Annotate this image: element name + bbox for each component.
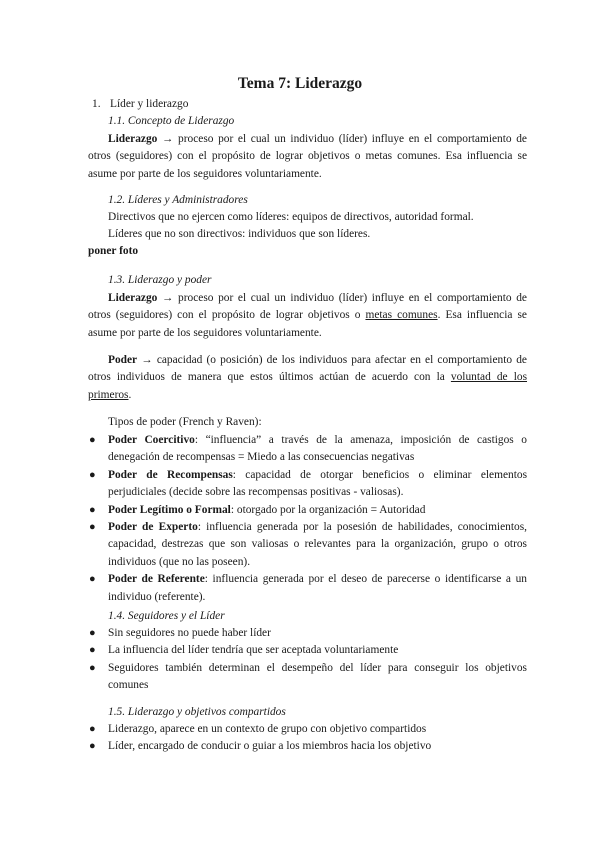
text-tipos-de-poder: Tipos de poder (French y Raven): [108,416,262,428]
bullet-icon: ● [89,434,96,446]
bullet-icon: ● [89,661,96,674]
list-item-text: Seguidores también determinan el desempeño del líder para conseguir los objetivos comunes [108,661,527,692]
list-item-text: La influencia del líder tendría que ser aceptada voluntariamente [108,644,399,657]
list-item [88,432,527,467]
subheading-liderazgo-poder: 1.3. Liderazgo y poder [108,274,212,286]
list-item [88,519,527,571]
poder-definition: capacidad (o posición) de los individuos para afectar en el comportamiento de otros individuos de manera que estos últimos actúan de acuerdo con la [88,354,527,384]
bullet-icon: ● [89,627,96,639]
underlined-voluntad: voluntad de los primeros [88,371,528,401]
bullet-icon: ● [89,740,96,753]
list-item-text: Sin seguidores no puede haber líder [108,627,271,639]
paragraph-liderazgo-poder [88,290,527,342]
list-item [88,738,527,755]
power-type-name: Poder de Recompensas [108,468,233,481]
bullet-icon: ● [89,723,96,735]
paragraph-concepto-liderazgo [88,131,527,183]
definition-text-end: . Esa influencia se asume por parte de los seguidores voluntariamente. [88,309,527,339]
power-type-desc: : capacidad de otorgar beneficios o eliminar elementos perjudiciales (decide sobre las recompensas positivas - valiosas). [108,468,527,499]
power-type-desc: : otorgado por la organización = Autoridad [230,503,426,516]
list-item [88,642,527,659]
bullet-icon: ● [89,468,96,481]
list-item [88,660,527,695]
section-heading-lider-y-liderazgo [92,96,188,113]
poder-definition-end: . [128,388,132,401]
definition-text: proceso por el cual un individuo (líder) influye en el comportamiento de otros (seguidores) con el propósito de lograr objetivos o metas comunes. Esa influencia se asume por parte de los seguidores voluntariamente. [88,133,527,180]
power-type-name: Poder Coercitivo [108,434,195,446]
list-seguidores [88,625,527,695]
definition-text: proceso por el cual un individuo (líder) influye en el comportamiento de otros (seguidores) con el propósito de lograr objetivos o [88,292,527,322]
arrow-icon: → [162,292,174,304]
note-poner-foto: poner foto [88,245,139,257]
list-item [88,625,527,642]
page-title: Tema 7: Liderazgo [237,75,363,92]
power-type-desc: : “influencia” a través de la amenaza, imposición de castigos o denegación de recompensas = Miedo a las consecuencias negativas [108,434,527,464]
subheading-objetivos-compartidos: 1.5. Liderazgo y objetivos compartidos [108,706,286,718]
arrow-icon: → [162,133,174,145]
power-type-desc: : influencia generada por el deseo de parecerse o identificarse a un individuo (referente). [108,573,527,603]
section-number: 1. [92,98,101,110]
list-item [88,502,527,519]
list-item-text: Liderazgo, aparece en un contexto de grupo con objetivo compartidos [108,723,427,735]
bullet-icon: ● [89,573,96,586]
subheading-lideres-administradores: 1.2. Líderes y Administradores [108,194,248,206]
list-tipos-poder [88,432,527,606]
term-liderazgo: Liderazgo [108,292,158,304]
paragraph-poder [88,352,527,404]
bullet-icon: ● [89,521,96,534]
bullet-icon: ● [89,644,96,657]
power-type-desc: : influencia generada por la posesión de habilidades, conocimientos, capacidad, destrezas que son valiosas o relevantes para la organización, grupo o otros individuos (que no las poseen). [108,521,527,568]
list-item [88,571,527,606]
term-liderazgo: Liderazgo [108,133,158,145]
text-lideres-no-directivos: Líderes que no son directivos: individuos que son líderes. [108,228,371,240]
subheading-concepto-liderazgo: 1.1. Concepto de Liderazgo [108,115,235,127]
section-label: Líder y liderazgo [110,98,189,110]
text-directivos-no-lideres: Directivos que no ejercen como líderes: equipos de directivos, autoridad formal. [108,211,474,223]
underlined-metas-comunes: metas comunes [365,309,438,322]
subheading-seguidores-lider: 1.4. Seguidores y el Líder [108,610,225,622]
power-type-name: Poder de Referente [108,573,205,586]
list-item [88,721,527,738]
arrow-icon: → [141,354,153,366]
list-objetivos-compartidos [88,721,527,756]
power-type-name: Poder Legítimo o Formal [108,503,231,516]
list-item [88,467,527,502]
bullet-icon: ● [89,503,96,516]
list-item-text: Líder, encargado de conducir o guiar a los miembros hacia los objetivo [108,740,432,753]
term-poder: Poder [108,354,138,366]
power-type-name: Poder de Experto [108,521,198,534]
